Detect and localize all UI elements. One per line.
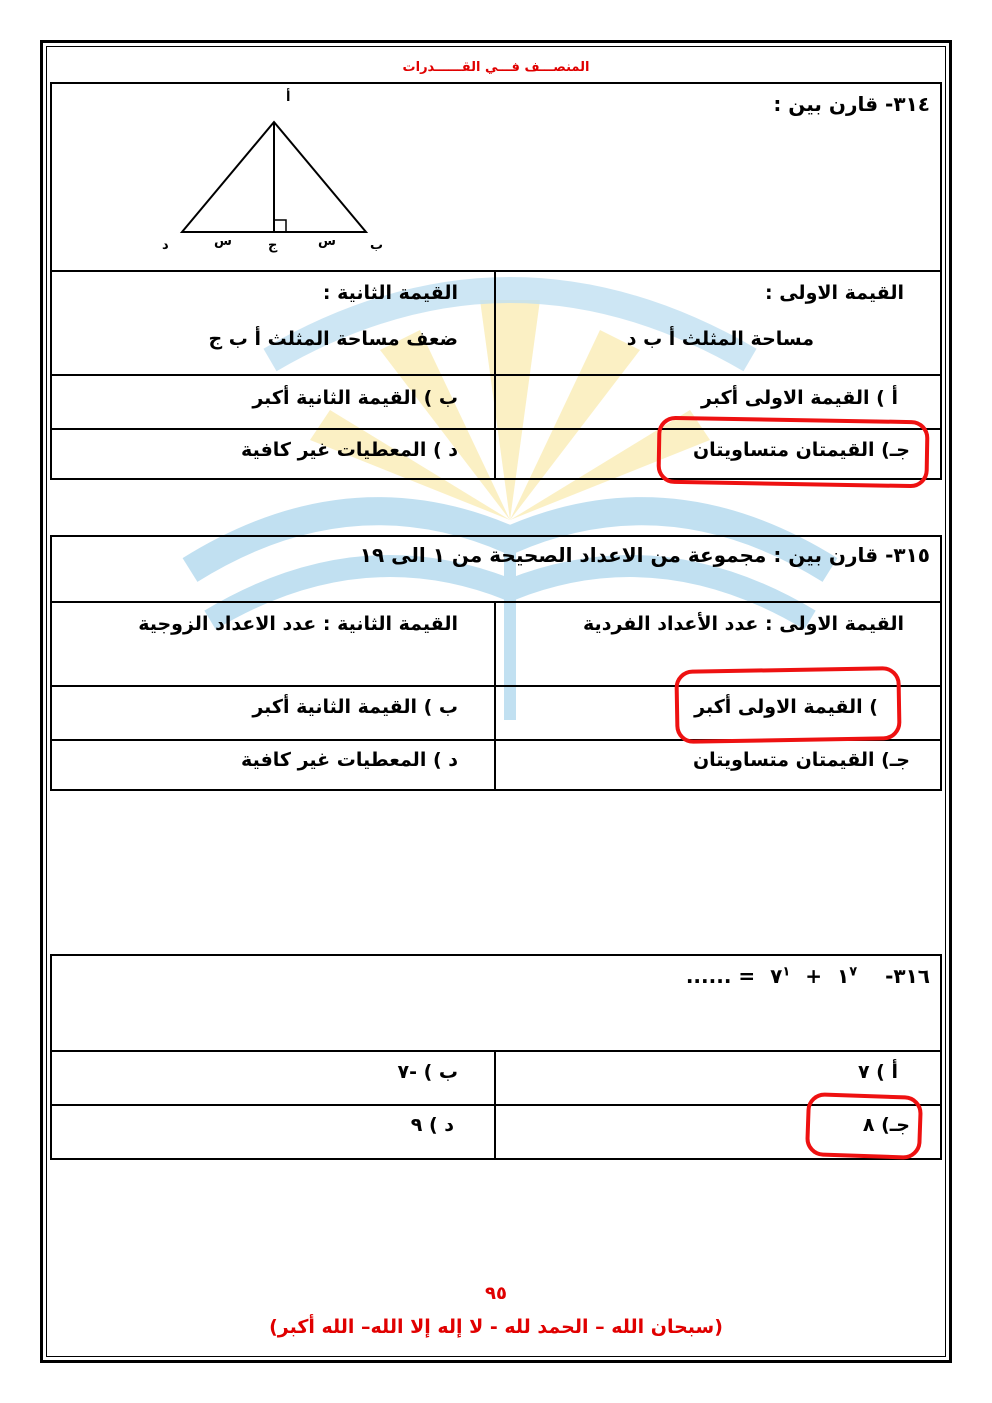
page-number: ٩٥ xyxy=(485,1283,507,1304)
label-dal: د xyxy=(162,238,169,253)
q314-value2-text: ضعف مساحة المثلث أ ب ج xyxy=(208,328,458,350)
q315-value1: القيمة الاولى : عدد الأعداد الفردية xyxy=(583,613,904,635)
q316-term1-exp: ٧ xyxy=(849,964,858,980)
q314-option-c[interactable]: جـ) القيمتان متساويتان xyxy=(692,439,910,461)
q316-term2-exp: ١ xyxy=(782,964,791,980)
q314-value1-label: القيمة الاولى : xyxy=(765,282,904,304)
q316-answer-mark xyxy=(805,1092,923,1160)
q315-option-a[interactable]: ) القيمة الاولى أكبر xyxy=(694,696,878,718)
label-jeem: ج xyxy=(268,238,278,253)
q314-option-d[interactable]: د ) المعطيات غير كافية xyxy=(241,439,458,461)
q315-option-b[interactable]: ب ) القيمة الثانية أكبر xyxy=(252,696,458,718)
q315-options-row-2 xyxy=(52,739,940,791)
q316-option-b[interactable]: ب ) -٧ xyxy=(397,1061,458,1083)
q314-value2-label: القيمة الثانية : xyxy=(322,282,458,304)
footer-dhikr: (سبحان الله – الحمد لله - لا إله إلا الله– الله أكبر) xyxy=(269,1316,723,1338)
q316-term2-base: ٧ xyxy=(770,964,783,988)
q316-expression xyxy=(686,964,930,988)
q315-option-c[interactable]: جـ) القيمتان متساويتان xyxy=(692,749,910,771)
q314-answer-mark xyxy=(656,416,929,489)
q315-answer-mark xyxy=(674,666,901,744)
label-seen-left: س xyxy=(214,234,232,249)
q316-option-a[interactable]: أ ) ٧ xyxy=(857,1061,898,1083)
q314-title: ٣١٤- قارن بين : xyxy=(773,92,930,116)
q316-option-d[interactable]: د ) ٩ xyxy=(410,1114,454,1136)
triangle-diagram xyxy=(172,112,402,242)
q314-values-row xyxy=(52,270,940,374)
label-ba: ب xyxy=(370,238,384,253)
label-alef: أ xyxy=(286,90,291,105)
q316-options-row-1 xyxy=(52,1050,940,1104)
page-header: المنصـــف فـــي القــــــدرات xyxy=(402,60,590,75)
question-315 xyxy=(50,535,942,791)
q315-value2: القيمة الثانية : عدد الاعداد الزوجية xyxy=(138,613,458,635)
q316-number: ٣١٦- xyxy=(885,964,930,988)
q315-option-d[interactable]: د ) المعطيات غير كافية xyxy=(241,749,458,771)
q314-option-b[interactable]: ب ) القيمة الثانية أكبر xyxy=(252,387,458,409)
q315-title: ٣١٥- قارن بين : مجموعة من الاعداد الصحيحة من ١ الى ١٩ xyxy=(359,543,930,567)
q316-plus: + xyxy=(805,964,822,988)
q314-option-a[interactable]: أ ) القيمة الاولى أكبر xyxy=(701,387,898,409)
label-seen-right: س xyxy=(318,234,336,249)
q314-value1-text: مساحة المثلث أ ب د xyxy=(626,328,814,350)
q316-term1-base: ١ xyxy=(836,964,850,988)
q316-option-c[interactable]: جـ) ٨ xyxy=(862,1114,910,1136)
q316-equals: = ...... xyxy=(685,964,756,988)
